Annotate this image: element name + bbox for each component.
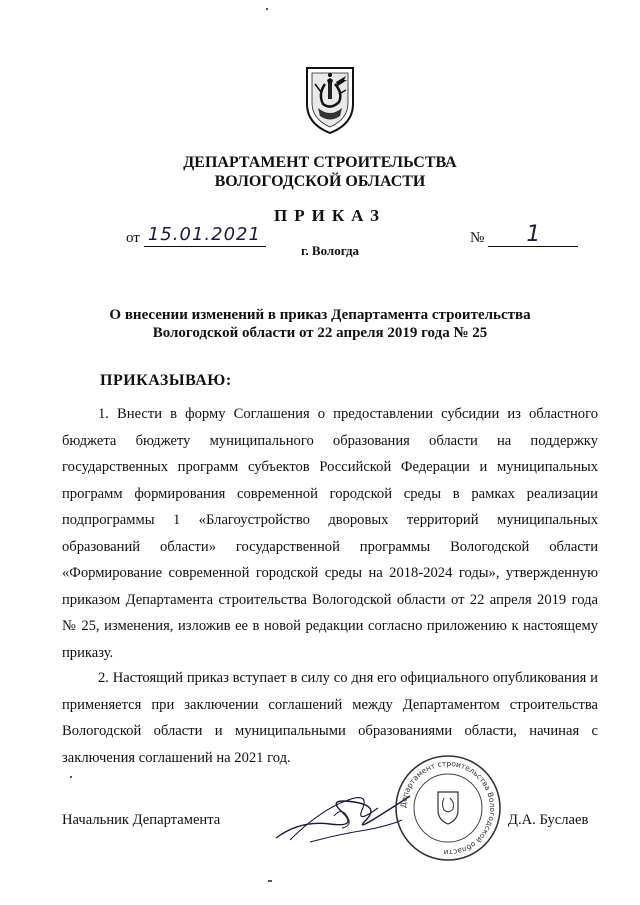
signatory-name: Д.А. Буслаев [508, 812, 589, 828]
number-prefix: № [470, 230, 485, 246]
official-stamp [392, 752, 504, 864]
department-name-line2: ВОЛОГОДСКОЙ ОБЛАСТИ [214, 173, 426, 190]
scan-mark [268, 880, 272, 882]
stamp-ring-text: Департамент строительства Вологодской области [398, 758, 498, 858]
order-title: ПРИКАЗ [274, 206, 386, 225]
date-prefix: от [126, 230, 140, 246]
department-name-line1: ДЕПАРТАМЕНТ СТРОИТЕЛЬСТВА [183, 154, 457, 171]
directive-heading: ПРИКАЗЫВАЮ: [100, 372, 232, 389]
scan-mark [70, 776, 72, 778]
paragraph-1: 1. Внести в форму Соглашения о предоставлении субсидии из областного бюджета бюджету муниципального образования области на поддержку государственных программ субъектов Российской Федерации и муниципальных программ формирования современной городской среды в рамках реализации подпрограммы 1 «Благоустройство дворовых территорий муниципальных образований области» государственной программы Вологодской области «Формирование современной городской среды на 2018-2024 годы», утвержденную приказом Департамента строительства Вологодской области от 22 апреля 2019 года № 25, изменения, изложив ее в новой редакции согласно приложению к настоящему приказу. [62, 406, 598, 661]
signatory-title: Начальник Департамента [62, 812, 221, 828]
coat-of-arms-emblem [303, 64, 357, 136]
handwritten-date: 15.01.2021 [144, 224, 266, 247]
order-subject-line1: О внесении изменений в приказ Департамента строительства [109, 307, 531, 323]
scan-mark [266, 8, 268, 10]
order-subject-line2: Вологодской области от 22 апреля 2019 года № 25 [152, 325, 488, 341]
paragraph-2: 2. Настоящий приказ вступает в силу со дня его официального опубликования и применяется при заключении соглашений между Департаментом строительства Вологодской области и муниципальными образованиями области, начиная с заключения соглашений на 2021 год. [62, 670, 598, 766]
city: г. Вологда [300, 243, 360, 258]
handwritten-number: 1 [488, 224, 578, 247]
